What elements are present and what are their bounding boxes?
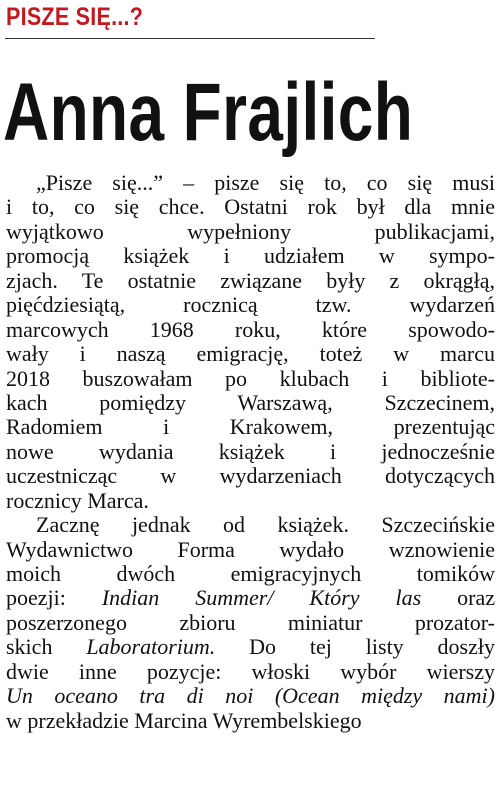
text-line	[6, 489, 495, 513]
author-headline: Anna Frajlich	[3, 67, 414, 158]
italic-title: Indian Summer/ Który las	[101, 586, 422, 611]
text-line	[6, 586, 495, 610]
italic-title: Laboratorium.	[86, 635, 216, 660]
text-run: poszerzonego zbioru miniatur prozator-	[6, 610, 495, 635]
italic-title: Un oceano tra di noi (Ocean między nami)	[6, 684, 495, 709]
text-line	[6, 562, 495, 586]
text-run: Radomiem i Krakowem, prezentując	[6, 415, 495, 440]
text-line	[6, 611, 495, 635]
text-line	[6, 513, 495, 537]
text-line	[6, 171, 495, 195]
text-run: wyjątkowo wypełniony publikacjami,	[6, 219, 495, 244]
text-run: moich dwóch emigracyjnych tomików	[6, 562, 495, 586]
text-line	[6, 269, 495, 293]
text-run: dwie inne pozycje: włoski wybór wierszy	[6, 659, 495, 684]
text-line	[6, 709, 495, 733]
text-run: nowe wydania książek i jednocześnie	[6, 439, 495, 464]
text-run: Do tej listy doszły	[215, 635, 495, 660]
text-run: poezji:	[6, 586, 102, 611]
text-run: promocją książek i udziałem w sympo-	[6, 244, 495, 269]
text-run: kach pomiędzy Warszawą, Szczecinem,	[6, 390, 495, 415]
text-run: w przekładzie Marcina Wyrembelskiego	[6, 708, 362, 733]
text-run: oraz	[421, 586, 495, 611]
text-run: i to, co się chce. Ostatni rok był dla mnie	[6, 195, 495, 220]
text-run: Wydawnictwo Forma wydało wznowienie	[6, 537, 495, 562]
text-run: 2018 buszowałam po klubach i bibliote-	[6, 366, 495, 391]
text-line	[6, 538, 495, 562]
article-body	[6, 171, 495, 733]
text-line	[6, 342, 495, 366]
paragraph	[6, 513, 495, 733]
text-line	[6, 391, 495, 415]
text-run: „Pisze się...” – pisze się to, co się musi	[36, 171, 495, 195]
rubric-divider	[5, 38, 375, 39]
text-run: marcowych 1968 roku, które spowodo-	[6, 317, 495, 342]
text-run: Zacznę jednak od książek. Szczecińskie	[36, 513, 495, 538]
text-run: wały i naszą emigrację, toteż w marcu	[6, 342, 495, 367]
text-line	[6, 195, 495, 219]
text-line	[6, 464, 495, 488]
text-line	[6, 220, 495, 244]
section-rubric: PISZE SIĘ...?	[6, 3, 144, 31]
text-line	[6, 635, 495, 659]
text-line	[6, 660, 495, 684]
text-run: uczestnicząc w wydarzeniach dotyczących	[6, 464, 495, 489]
text-line	[6, 293, 495, 317]
text-run: rocznicy Marca.	[6, 488, 149, 513]
text-line	[6, 415, 495, 439]
text-line	[6, 684, 495, 708]
paragraph	[6, 171, 495, 513]
text-run: zjach. Te ostatnie związane były z okrągłą,	[6, 268, 495, 293]
text-line	[6, 440, 495, 464]
text-run: skich	[6, 635, 87, 660]
text-line	[6, 367, 495, 391]
text-line	[6, 318, 495, 342]
text-line	[6, 244, 495, 268]
text-run: pięćdziesiątą, rocznicą tzw. wydarzeń	[6, 293, 495, 318]
